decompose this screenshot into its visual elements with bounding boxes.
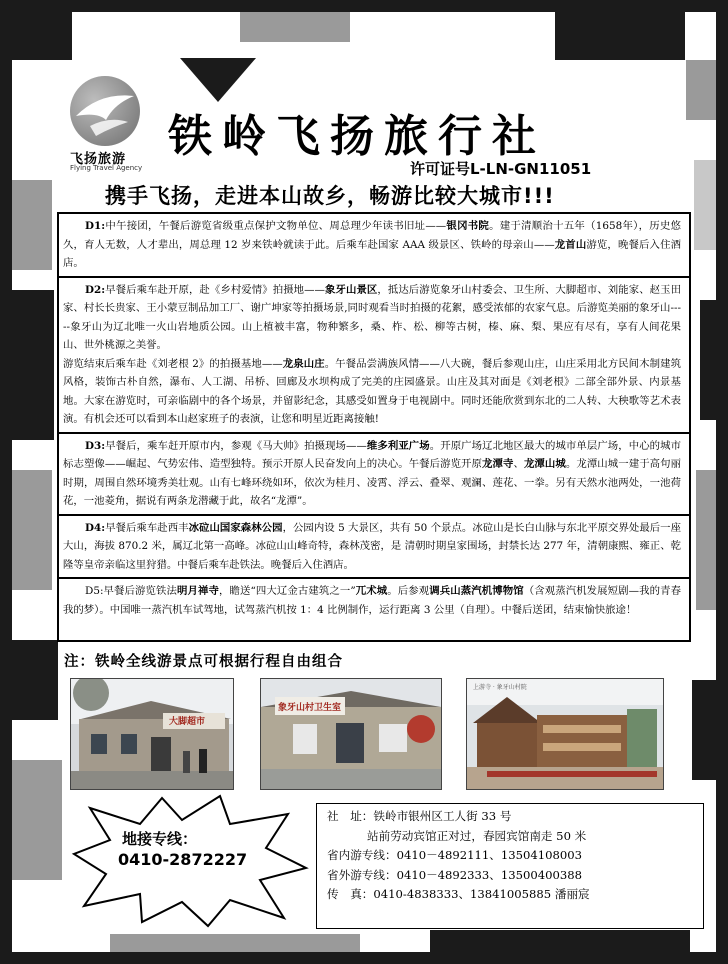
hotline-number: 0410-2872227 <box>118 850 248 869</box>
body-text: 早餐后乘车赴开原，赴《乡村爱情》拍摄地—— <box>105 283 325 296</box>
photo-village-clinic <box>260 678 442 790</box>
body-text: ，公园内设 5 大景区，共有 50 个景点。冰砬山是长白山脉与东北平原交界处最后一座大山，海拔 870.2 米，属辽北第一高峰。冰砬山山峰奇特，森林茂密，是 清朝时期皇家围场，封禁长达 277 年，清朝康熙、雍正、乾隆等皇帝亲临这里狩猎。中餐后乘车赴铁法。晚餐后入住酒店。 <box>63 521 682 571</box>
photo1-sign-text: 大脚超市 <box>169 717 206 727</box>
day-4-paragraph <box>63 519 681 575</box>
body-text: 、 <box>513 458 524 470</box>
deco-left-b <box>12 290 54 440</box>
itinerary-box <box>57 212 691 642</box>
outbound-label: 省外游专线： <box>327 867 397 882</box>
body-text: 早餐后乘车赴西丰 <box>105 521 189 534</box>
license-number: 许可证号L-LN-GN11051 <box>410 160 592 178</box>
highlight-text: 龙潭寺 <box>482 458 514 470</box>
domestic-label: 省内游专线： <box>327 848 397 862</box>
domestic-phones: 0410－4892111、13504108003 <box>396 848 583 862</box>
deco-top-mid <box>240 12 350 42</box>
fax-row <box>327 885 693 905</box>
body-text: 。建于清顺治十五年（1658年），历史悠久，育人无数，人才辈出，周总理 12 岁来铁岭就读于此。后乘车赴国家 AAA 级景区、铁岭的母亲山—— <box>63 220 682 251</box>
hotline-burst <box>70 790 310 930</box>
highlight-text: 维多利亚广场 <box>366 439 430 452</box>
frame-top-bar <box>0 0 728 12</box>
highlight-text: 龙泉山庄 <box>282 357 325 370</box>
day-2-section <box>59 278 689 434</box>
day-3-paragraph <box>63 437 681 511</box>
day-5-paragraph <box>63 582 681 619</box>
highlight-text: D3: <box>85 439 106 452</box>
day-1-paragraph <box>63 217 681 273</box>
highlight-text: 明月禅寺 <box>177 585 220 597</box>
address-row-2 <box>327 827 693 847</box>
day-4-section <box>59 516 689 580</box>
deco-right-e <box>692 680 716 780</box>
address-row <box>327 807 693 827</box>
deco-bottom-a <box>110 934 360 952</box>
body-text: 中午接团，午餐后游览省级重点保护文物单位、周总理少年读书旧址—— <box>105 220 447 232</box>
address-line1: 铁岭市银州区工人街 33 号 <box>373 809 512 823</box>
body-text: ，抵达后游览象牙山村委会、卫生所、大脚超市、刘能家、赵玉田家、村长长贵家、王小蒙豆制品加工厂、谢广坤家等拍摄场景,同时观看当时拍摄的花絮，感受浓郁的农家气息。后游览美丽的象牙山-----象牙山为辽北唯一火山岩地质公园。山上植被丰富，物种繁多，桑、柞、松、柳等古树，榛、麻、梨、果应有尽有，享有人间花果山、世外桃源之美誉。 <box>63 283 682 351</box>
deco-left-d <box>12 640 58 720</box>
outbound-row <box>327 866 693 886</box>
highlight-text: 冰砬山国家森林公园 <box>188 521 283 534</box>
body-text: 游览，晚餐后入住酒店。 <box>63 238 682 269</box>
deco-right-b <box>694 160 716 250</box>
route-note: 注：铁岭全线游景点可根据行程自由组合 <box>64 654 343 670</box>
body-text: 早餐后，乘车赶开原市内，参观《马大帅》拍摄现场—— <box>105 439 367 452</box>
photo3-caption: 上游寺 · 象牙山村院 <box>473 684 527 691</box>
deco-left-c <box>12 470 52 590</box>
deco-right-c <box>700 300 716 420</box>
deco-bottom-b <box>430 930 690 952</box>
body-text: 。午餐品尝满族风情——八大碗，餐后参观山庄，山庄采用北方民间木制建筑风格，装饰古朴自然，瀑布、人工湖、吊桥、回廊及水坝构成了完美的庄园盛景。山庄及其对面是《刘老根》二部全部外景、内景基地。大家在游览时，可亲临剧中的各个场景，并留影纪念，其感受如置身于电视剧中。同时还能欣赏到东北的二人转、大秧歌等艺术表演。有机会还可以看到本山赵家班子的表演，让您和明星近距离接触! <box>63 357 682 425</box>
day-2-paragraph <box>63 355 681 429</box>
contact-box <box>316 803 704 929</box>
deco-top-left <box>12 12 72 60</box>
address-label: 社 址： <box>327 809 374 823</box>
body-text: （含观蒸汽机发展短剧—我的青春我的梦）。中国唯一蒸汽机车试驾地，试驾蒸汽机按 1：4 比例制作，运行距离 3 公里（自理）。中餐后送团，结束愉快旅途！ <box>63 585 682 616</box>
body-text: 。后参观 <box>387 585 430 597</box>
deco-right-a <box>686 60 716 120</box>
highlight-text: D4: <box>85 521 106 534</box>
day-2-paragraph <box>63 281 681 355</box>
body-text: ，瞻送“四大辽金古建筑之一” <box>219 585 356 597</box>
highlight-text: D2: <box>85 283 106 296</box>
body-text: 游览结束后乘车赴《刘老根 2》的拍摄基地—— <box>63 357 283 370</box>
slogan: 携手飞扬，走进本山故乡，畅游比较大城市!!! <box>105 184 555 208</box>
highlight-text: D1: <box>85 220 106 232</box>
day-5-section <box>59 579 689 622</box>
frame-right-bar <box>716 0 728 964</box>
body-text: 。开原广场辽北地区最大的城市单层广场，中心的城市标志塑像——崛起、气势宏伟、造型独特。预示开原人民奋发向上的决心。午餐后游览开原 <box>63 439 682 470</box>
deco-right-d <box>696 470 716 610</box>
photo-wooden-resort <box>466 678 664 790</box>
highlight-text: 龙潭山城 <box>523 458 566 470</box>
frame-left-bar <box>0 0 12 964</box>
highlight-text: 象牙山景区 <box>324 283 378 296</box>
deco-left-e <box>12 760 62 880</box>
fax-label: 传 真： <box>327 887 374 901</box>
address-line2: 站前劳动宾馆正对过，春园宾馆南走 50 米 <box>367 828 587 843</box>
outbound-phones: 0410－4892333、13500400388 <box>396 867 583 882</box>
fax-numbers: 0410-4838333、13841005885 潘丽宸 <box>373 887 590 901</box>
frame-bottom-bar <box>0 952 728 964</box>
deco-top-right <box>555 12 685 60</box>
hotline-label: 地接专线： <box>122 830 198 848</box>
highlight-text: 银冈书院 <box>446 220 490 232</box>
company-name: 铁岭飞扬旅行社 <box>168 111 546 162</box>
logo-subtitle: Flying Travel Agency <box>70 164 143 172</box>
domestic-row <box>327 846 693 866</box>
highlight-text: 调兵山蒸汽机博物馆 <box>429 585 524 597</box>
deco-triangle <box>180 58 256 102</box>
logo-name: 飞扬旅游 <box>70 152 127 167</box>
highlight-text: 兀术城 <box>355 585 388 597</box>
highlight-text: 龙首山 <box>554 238 587 251</box>
day-1-section <box>59 214 689 278</box>
photo2-sign-text: 象牙山村卫生室 <box>278 703 342 713</box>
bird-icon <box>70 76 140 146</box>
day-3-section <box>59 434 689 516</box>
body-text: D5: <box>85 585 104 597</box>
company-logo <box>70 76 140 146</box>
body-text: 。龙潭山城一建于高句丽时期，周围自然环境秀美壮观。山有七峰环绕如环，依次为桂月、凌霄、浮云、叠翠、观澜、莲花、一拳。另有天然水池两处，一池荷花，一池菱角，据说有两条龙潜藏于此，故名“龙潭”。 <box>63 458 682 507</box>
body-text: 早餐后游览铁法 <box>103 585 178 597</box>
photo-dajiao-supermarket <box>70 678 234 790</box>
deco-left-a <box>12 180 52 270</box>
